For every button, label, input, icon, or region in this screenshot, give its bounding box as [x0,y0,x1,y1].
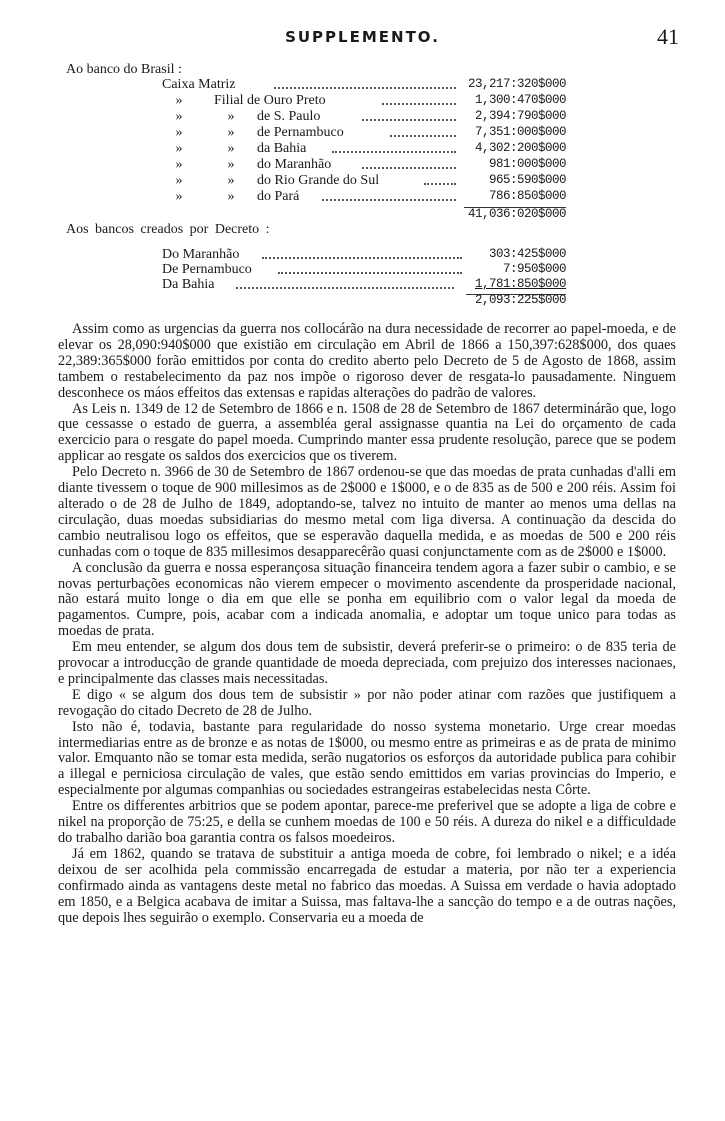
ditto-mark: » [227,141,235,156]
body-text [58,322,676,926]
ditto-mark: » [227,157,235,172]
paragraph: Assim como as urgencias da guerra nos collocárão na dura necessidade de recorrer ao papel-moeda, e de elevar os 28,090:940$000 que existião em circulação em Abril de 1866 a 150,397:628$000, dos quaes 22,389:365$000 forão emittidos por conta do credito aberto pelo Decreto de 5 de Agosto de 1868, assim tambem o restabelecimento da paz nos impõe o rigoroso dever de resgata-lo pausadamente. Ninguem desconhece os máos effeitos das extensas e rapidas alterações do padrão de valores. [58,321,676,401]
ledger-row [162,125,566,141]
paragraph: Já em 1862, quando se tratava de substituir a antiga moeda de cobre, foi lembrado o nikel; e a idéa deixou de ser acolhida pela commissão encarregada de estudar a materia, por não ter a experiencia confirmado ainda as vantagens deste metal no fabrico das moedas. A Suissa em verdade o havia adoptado em 1850, e a Belgica acabava de imitar a Suissa, mas faltava-lhe a sancção do tempo e a de outras nações, que depois lhes seguirão o exemplo. Conservaria eu a moeda de [58,845,676,926]
leader-dots [322,189,456,201]
ditto-mark: » [175,157,183,172]
branch-value: 965:590$000 [488,173,566,187]
ditto-mark: » [175,93,183,108]
leader-dots [278,262,462,274]
bank-value: 7:950$000 [502,262,566,276]
branch-name: Caixa Matriz [162,77,236,92]
ledger-row [162,157,566,173]
bank-value: 1,781:850$000 [474,277,566,291]
ledger-row [162,247,566,263]
branch-name: Filial de Ouro Preto [214,93,326,108]
paragraph: Entre os differentes arbitrios que se podem apontar, parece-me preferivel que se adopte a liga de cobre e nikel na proporção de 75:25, e della se cunhem moedas de 100 e 50 réis. A dureza do nikel e a difficuldade do trabalho darião boa garantia contra os falsos moedeiros. [58,798,676,846]
branch-value: 1,300:470$000 [474,93,566,107]
branch-value: 981:000$000 [488,157,566,171]
ledger-row [162,277,566,293]
leader-dots [236,277,454,289]
paragraph: Pelo Decreto n. 3966 de 30 de Setembro de 1867 ordenou-se que das moedas de prata cunhadas d'alli em diante tivessem o toque de 900 millesimos as de 2$000 e 1$000, e o de 835 as de 500 e 200 réis. Assim foi alterado o de 28 de Julho de 1849, adoptando-se, talvez no intuito de manter ao menos uma dellas na circulação, duas moedas subsidiarias do mesmo metal com liga diversa. A continuação da descida do cambio neutralisou logo os effeitos, que se esperavão daquella medida, e as moedas de 500 e 200 réis cunhadas com o toque de 835 millesimos desapparecêrão quasi conjunctamente com as de 2$000 e 1$000. [58,464,676,560]
ditto-mark: » [227,109,235,124]
branch-value: 2,394:790$000 [474,109,566,123]
page-header [0,24,725,48]
paragraph: Isto não é, todavia, bastante para regularidade do nosso systema monetario. Urge crear moedas intermediarias entre as de bronze e as notas de 1$000, ou mesmo entre as primeiras e as de prata de minimo valor. Emquanto não se tomar esta medida, serão nugatorios os esforços da autoridade publica para cohibir a illegal e perniciosa circulação de vales, que estão sendo emittidos em varias provincias do Imperio, e especialmente por algumas companhias ou sociedades estrangeiras estabelecidas nesta Côrte. [58,718,676,799]
ledger-row [162,189,566,205]
ditto-mark: » [175,173,183,188]
branch-name: de S. Paulo [257,109,321,124]
ditto-mark: » [175,109,183,124]
ditto-mark: » [227,189,235,204]
leader-dots [262,247,462,259]
branch-name: da Bahia [257,141,307,156]
ledger-row [162,141,566,157]
page-title: SUPPLEMENTO. [285,28,440,46]
bank-name: Do Maranhão [162,247,240,262]
branch-value: 23,217:320$000 [467,77,566,91]
branch-name: de Pernambuco [257,125,344,140]
ledger-row [162,93,566,109]
ditto-mark: » [227,125,235,140]
section-total: 2,093:225$000 [474,293,566,307]
leader-dots [274,77,456,89]
ditto-mark: » [175,125,183,140]
bank-name: De Pernambuco [162,262,252,277]
ledger-row [162,262,566,278]
branch-name: do Rio Grande do Sul [257,173,380,188]
branch-value: 4,302:200$000 [474,141,566,155]
paragraph: Em meu entender, se algum dos dous tem de subsistir, deverá preferir-se o primeiro: o de 835 teria de provocar a introducção de grande quantidade de moeda depreciada, com prejuizo dos interesses nacionaes, e principalmente das classes mais necessitadas. [58,639,676,687]
paragraph: As Leis n. 1349 de 12 de Setembro de 1866 e n. 1508 de 28 de Setembro de 1867 determinárão que, logo que cessasse o estado de guerra, a assembléa geral assignasse quantia na Lei do orçamento de cada exercicio para o resgate do papel moeda. Cumprindo manter essa prudente resolução, parece que se podem applicar ao resgate os saldos dos exercicios que os tiverem. [58,400,676,465]
branch-value: 786:850$000 [488,189,566,203]
branch-value: 7,351:000$000 [474,125,566,139]
ditto-mark: » [175,189,183,204]
page-number: 41 [657,24,679,49]
leader-dots [362,109,456,121]
leader-dots [332,141,456,153]
leader-dots [382,93,456,105]
branch-name: do Pará [257,189,300,204]
section-total: 41,036:020$000 [467,207,566,221]
section-heading: Ao banco do Brasil : [66,62,182,77]
bank-name: Da Bahia [162,277,215,292]
ditto-mark: » [175,141,183,156]
ledger-row [162,77,566,93]
section-heading: Aos bancos creados por Decreto : [66,222,270,237]
bank-value: 303:425$000 [488,247,566,261]
leader-dots [390,125,456,137]
ledger-row [162,109,566,125]
paragraph: A conclusão da guerra e nossa esperançosa situação financeira tendem agora a fazer subir o cambio, e se novas perturbações economicas não vierem empecer o movimento ascendente da prosperidade nacional, não estará muito longe o dia em que elle se ponha em equilibrio com o valor legal da moeda de pagamentos. Cumpre, pois, acabar com a indicada anomalia, e adoptar um toque unico para todas as moedas de prata. [58,559,676,640]
branch-name: do Maranhão [257,157,332,172]
leader-dots [424,173,456,185]
paragraph: E digo « se algum dos dous tem de subsistir » por não poder atinar com razões que justifiquem a revogação do citado Decreto de 28 de Julho. [58,686,676,719]
ditto-mark: » [227,173,235,188]
ledger-row [162,173,566,189]
leader-dots [362,157,456,169]
